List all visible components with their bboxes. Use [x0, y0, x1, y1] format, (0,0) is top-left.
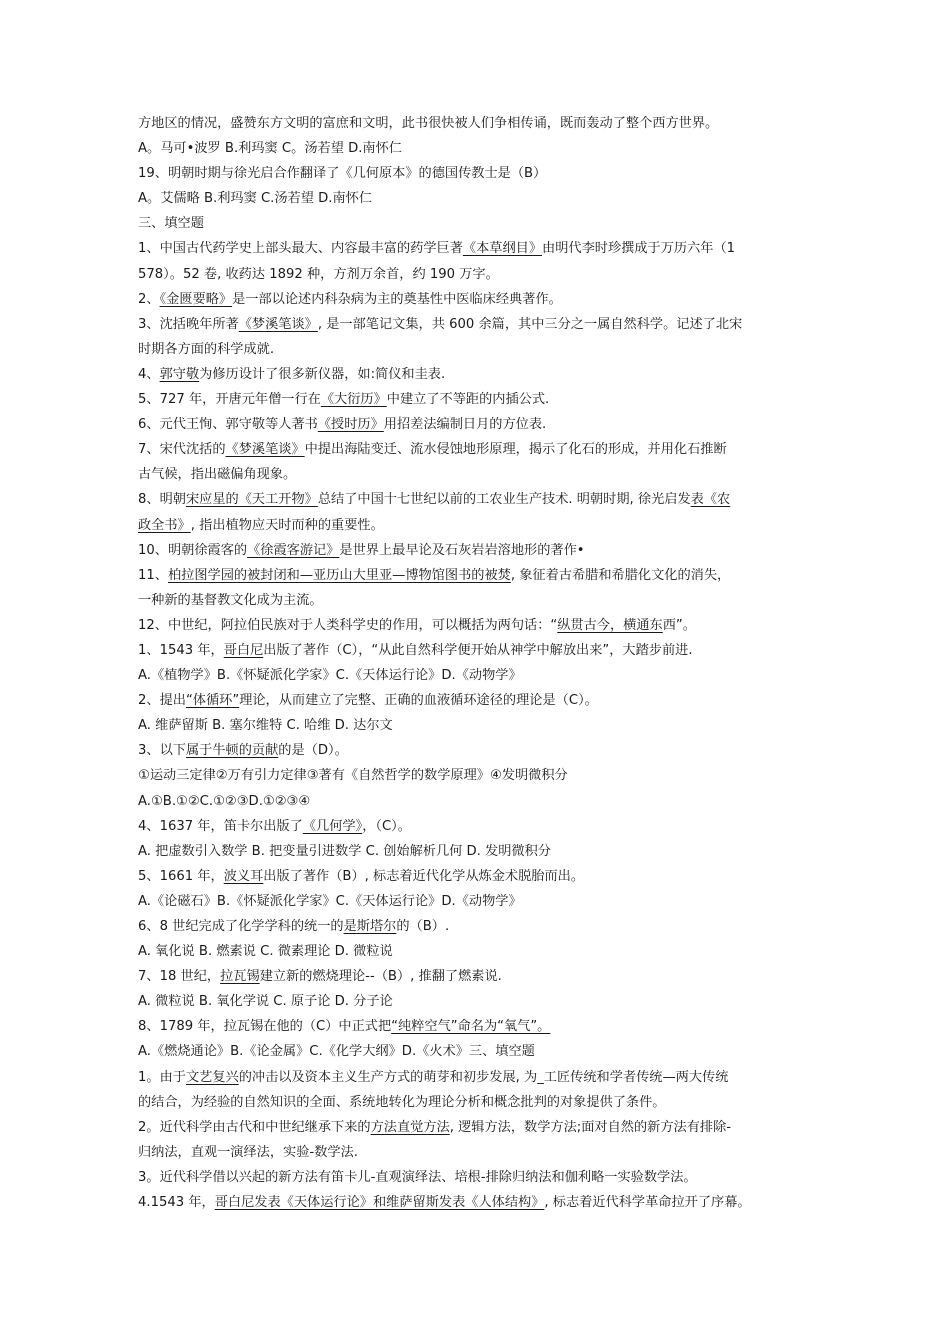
text-segment: 的是（D）。: [278, 743, 348, 759]
text-line: [138, 538, 824, 563]
text-segment: 10、明朝徐霞客的: [138, 542, 248, 558]
text-segment: 5、1661 年，: [138, 868, 224, 884]
underlined-answer: “纯粹空气”命名为“氧气”。: [391, 1019, 551, 1035]
text-segment: 中建立了不等距的内插公式.: [386, 392, 550, 408]
text-line: [138, 111, 824, 136]
text-segment: A.《燃烧通论》B.《论金属》C.《化学大纲》D.《火术》三、填空题: [138, 1044, 535, 1060]
text-line: [138, 487, 824, 512]
text-segment: 为修历设计了很多新仪器，如:简仪和圭表.: [199, 366, 446, 382]
text-line: [138, 738, 824, 763]
text-line: [138, 387, 824, 412]
text-line: [138, 337, 824, 362]
text-segment: 用招差法编制日月的方位表.: [383, 417, 547, 433]
text-line: [138, 638, 824, 663]
text-line: [138, 186, 824, 211]
underlined-answer: 哥白尼发表《天体运行论》和维萨留斯发表《人体结构》: [214, 1195, 545, 1211]
text-segment: 6、元代王恂、郭守敬等人著书: [138, 417, 318, 433]
text-segment: 是一部以论述内科杂病为主的奠基性中医临床经典著作。: [232, 291, 562, 307]
underlined-answer: 政全书》: [138, 517, 191, 533]
text-segment: A。艾儒略 B.利玛窦 C.汤若望 D.南怀仁: [138, 191, 373, 207]
text-line: [138, 864, 824, 889]
text-segment: 6、8 世纪完成了化学学科的统一的: [138, 919, 344, 934]
text-segment: 8、1789 年，拉瓦锡在他的（C）中正式把: [138, 1019, 392, 1035]
underlined-answer: 《授时历》: [317, 417, 384, 433]
text-line: [138, 1115, 824, 1140]
text-segment: 2、: [138, 291, 160, 307]
text-segment: A. 微粒说 B. 氧化学说 C. 原子论 D. 分子论: [138, 994, 393, 1010]
text-segment: 7、18 世纪，: [138, 969, 221, 985]
text-segment: 1、1543 年，: [138, 642, 224, 658]
text-segment: A. 氧化说 B. 燃素说 C. 微素理论 D. 微粒说: [138, 944, 393, 960]
text-segment: A.《论磁石》B.《怀疑派化学家》C.《天体运行论》D.《动物学》: [138, 893, 522, 909]
underlined-answer: 宋应星的《天工开物》: [185, 492, 318, 508]
text-line: [138, 989, 824, 1014]
text-line: [138, 236, 824, 261]
text-segment: 4、: [138, 366, 160, 382]
text-line: [138, 964, 824, 989]
text-segment: , 逻辑方法，数学方法;面对自然的新方法有排除-: [449, 1119, 732, 1135]
text-segment: 出版了著作（B）, 标志着近代化学从炼金术脱胎而出。: [263, 868, 585, 884]
text-line: [138, 462, 824, 487]
text-line: [138, 789, 824, 814]
text-segment: 3、沈括晚年所著: [138, 316, 239, 332]
text-line: [138, 412, 824, 437]
underlined-answer: 是斯塔尔: [343, 919, 397, 934]
text-segment: 的结合，为经验的自然知识的全面、系统地转化为理论分析和概念批判的对象提供了条件。: [138, 1094, 666, 1110]
text-segment: 时期各方面的科学成就.: [138, 341, 275, 357]
text-segment: 3、以下: [138, 743, 186, 759]
underlined-answer: 《梦溪笔谈》: [225, 442, 305, 458]
text-segment: ，（C）。: [362, 818, 411, 834]
underlined-answer: 郭守敬: [159, 366, 200, 382]
text-line: [138, 563, 824, 588]
underlined-answer: “体循环”: [185, 693, 240, 709]
underlined-answer: 哥白尼: [223, 642, 264, 658]
text-line: [138, 613, 824, 638]
text-line: [138, 262, 824, 287]
text-segment: , 是一部笔记文集，共 600 余篇，其中三分之一属自然科学。记述了北宋: [317, 316, 743, 332]
underlined-answer: 《金匮要略》: [159, 291, 233, 307]
text-segment: 建立新的燃烧理论--（B）, 推翻了燃素说.: [259, 969, 502, 985]
text-segment: 方地区的情况，盛赞东方文明的富庶和文明，此书很快被人们争相传诵，既而轰动了整个西方世界。: [138, 116, 719, 131]
underlined-answer: 《大衍历》: [320, 392, 387, 408]
text-segment: 归纳法，直观一演绎法，实验-数学法.: [138, 1144, 358, 1160]
text-segment: , 指出植物应天时而种的重要性。: [190, 517, 384, 533]
text-line: [138, 839, 824, 864]
text-segment: 4、1637 年，笛卡尔出版了: [138, 818, 303, 834]
text-segment: 4.1543 年，: [138, 1195, 215, 1211]
text-segment: 总结了中国十七世纪以前的工农业生产技术. 明朝时期, 徐光启发: [317, 492, 691, 508]
text-segment: 出版了著作（C），“从此自然科学便开始从神学中解放出来”，大踏步前进.: [263, 642, 693, 658]
text-segment: 古气候，指出磁偏角现象。: [138, 467, 297, 483]
text-line: [138, 1065, 824, 1090]
text-line: [138, 1165, 824, 1190]
text-line: [138, 136, 824, 161]
text-line: [138, 939, 824, 964]
text-line: [138, 889, 824, 914]
underlined-answer: 《梦溪笔谈》: [238, 316, 318, 332]
text-segment: 5、727 年，开唐元年僧一行在: [138, 392, 321, 408]
text-segment: A. 把虚数引入数学 B. 把变量引进数学 C. 创始解析几何 D. 发明微积分: [138, 843, 551, 859]
text-line: [138, 287, 824, 312]
underlined-answer: 拉瓦锡: [220, 969, 260, 985]
text-segment: 的冲击以及资本主义生产方式的萌芽和初步发展, 为_工匠传统和学者传统—两大传统: [238, 1069, 729, 1085]
text-line: [138, 1014, 824, 1039]
text-line: [138, 1039, 824, 1064]
text-segment: A。马可•波罗 B.利玛窦 C。汤若望 D.南怀仁: [138, 141, 402, 157]
underlined-answer: 《几何学》: [302, 818, 363, 834]
text-line: [138, 437, 824, 462]
underlined-answer: 属于牛顿的贡献: [185, 743, 279, 759]
text-line: [138, 211, 824, 236]
text-line: [138, 1140, 824, 1165]
text-segment: 由明代李时珍撰成于万历六年（1: [542, 241, 736, 257]
text-line: [138, 513, 824, 538]
underlined-answer: 方法直觉方法: [370, 1119, 450, 1135]
text-line: [138, 312, 824, 337]
text-line: [138, 763, 824, 788]
underlined-answer: 表《农: [690, 492, 731, 508]
text-line: [138, 362, 824, 387]
text-segment: 的（B）.: [396, 919, 450, 934]
text-segment: 2。近代科学由古代和中世纪继承下来的: [138, 1119, 371, 1135]
underlined-answer: 文艺复兴: [185, 1069, 239, 1085]
underlined-answer: 《徐霞客游记》: [247, 542, 340, 558]
text-line: [138, 914, 824, 939]
text-segment: ①运动三定律②万有引力定律③著有《自然哲学的数学原理》④发明微积分: [138, 768, 568, 784]
text-segment: 三、填空题: [138, 216, 204, 232]
text-line: [138, 588, 824, 613]
text-segment: 2、提出: [138, 693, 186, 709]
text-segment: 一种新的基督教文化成为主流。: [138, 592, 323, 608]
text-segment: 理论，从而建立了完整、正确的血液循环途径的理论是（C）。: [239, 693, 598, 709]
text-line: [138, 663, 824, 688]
text-segment: , 标志着近代科学革命拉开了序幕。: [544, 1195, 751, 1211]
underlined-answer: 波义耳: [223, 868, 264, 884]
text-line: [138, 688, 824, 713]
text-segment: 11、: [138, 567, 168, 583]
text-line: [138, 713, 824, 738]
text-line: [138, 1190, 824, 1215]
underlined-answer: 柏拉图学园的被封闭和—亚历山大里亚—博物馆图书的被焚: [167, 567, 511, 583]
text-segment: 3。近代科学借以兴起的新方法有笛卡儿-直观演绎法、培根-排除归纳法和伽利略一实验数学法。: [138, 1169, 697, 1185]
text-segment: 1、中国古代药学史上部头最大、内容最丰富的药学巨著: [138, 241, 463, 257]
underlined-answer: 《本草纲目》: [462, 241, 543, 257]
text-segment: 中提出海陆变迁、流水侵蚀地形原理，揭示了化石的形成，并用化石推断: [304, 442, 727, 458]
text-segment: 西”。: [662, 617, 696, 633]
text-line: [138, 161, 824, 186]
text-line: [138, 814, 824, 839]
text-segment: 1。由于: [138, 1069, 186, 1085]
text-segment: , 象征着古希腊和希腊化文化的消失，: [510, 567, 731, 583]
text-segment: 8、明朝: [138, 492, 186, 508]
text-segment: 12、中世纪，阿拉伯民族对于人类科学史的作用，可以概括为两句话：“: [138, 617, 558, 633]
text-segment: A. 维萨留斯 B. 塞尔维特 C. 哈维 D. 达尔文: [138, 718, 393, 734]
text-line: [138, 1090, 824, 1115]
text-segment: 578）。52 卷, 收药达 1892 种，方剂万余首，约 190 万字。: [138, 266, 499, 282]
text-segment: 是世界上最早论及石灰岩岩溶地形的著作•: [339, 542, 585, 558]
text-segment: A.《植物学》B.《怀疑派化学家》C.《天体运行论》D.《动物学》: [138, 668, 522, 684]
underlined-answer: 纵贯古今，横通东: [557, 617, 663, 633]
text-segment: A.①B.①②C.①②③D.①②③④: [138, 793, 311, 809]
document-page: [138, 111, 824, 1215]
text-segment: 19、明朝时期与徐光启合作翻译了《几何原本》的德国传教士是（B）: [138, 166, 547, 182]
text-segment: 7、宋代沈括的: [138, 442, 226, 458]
